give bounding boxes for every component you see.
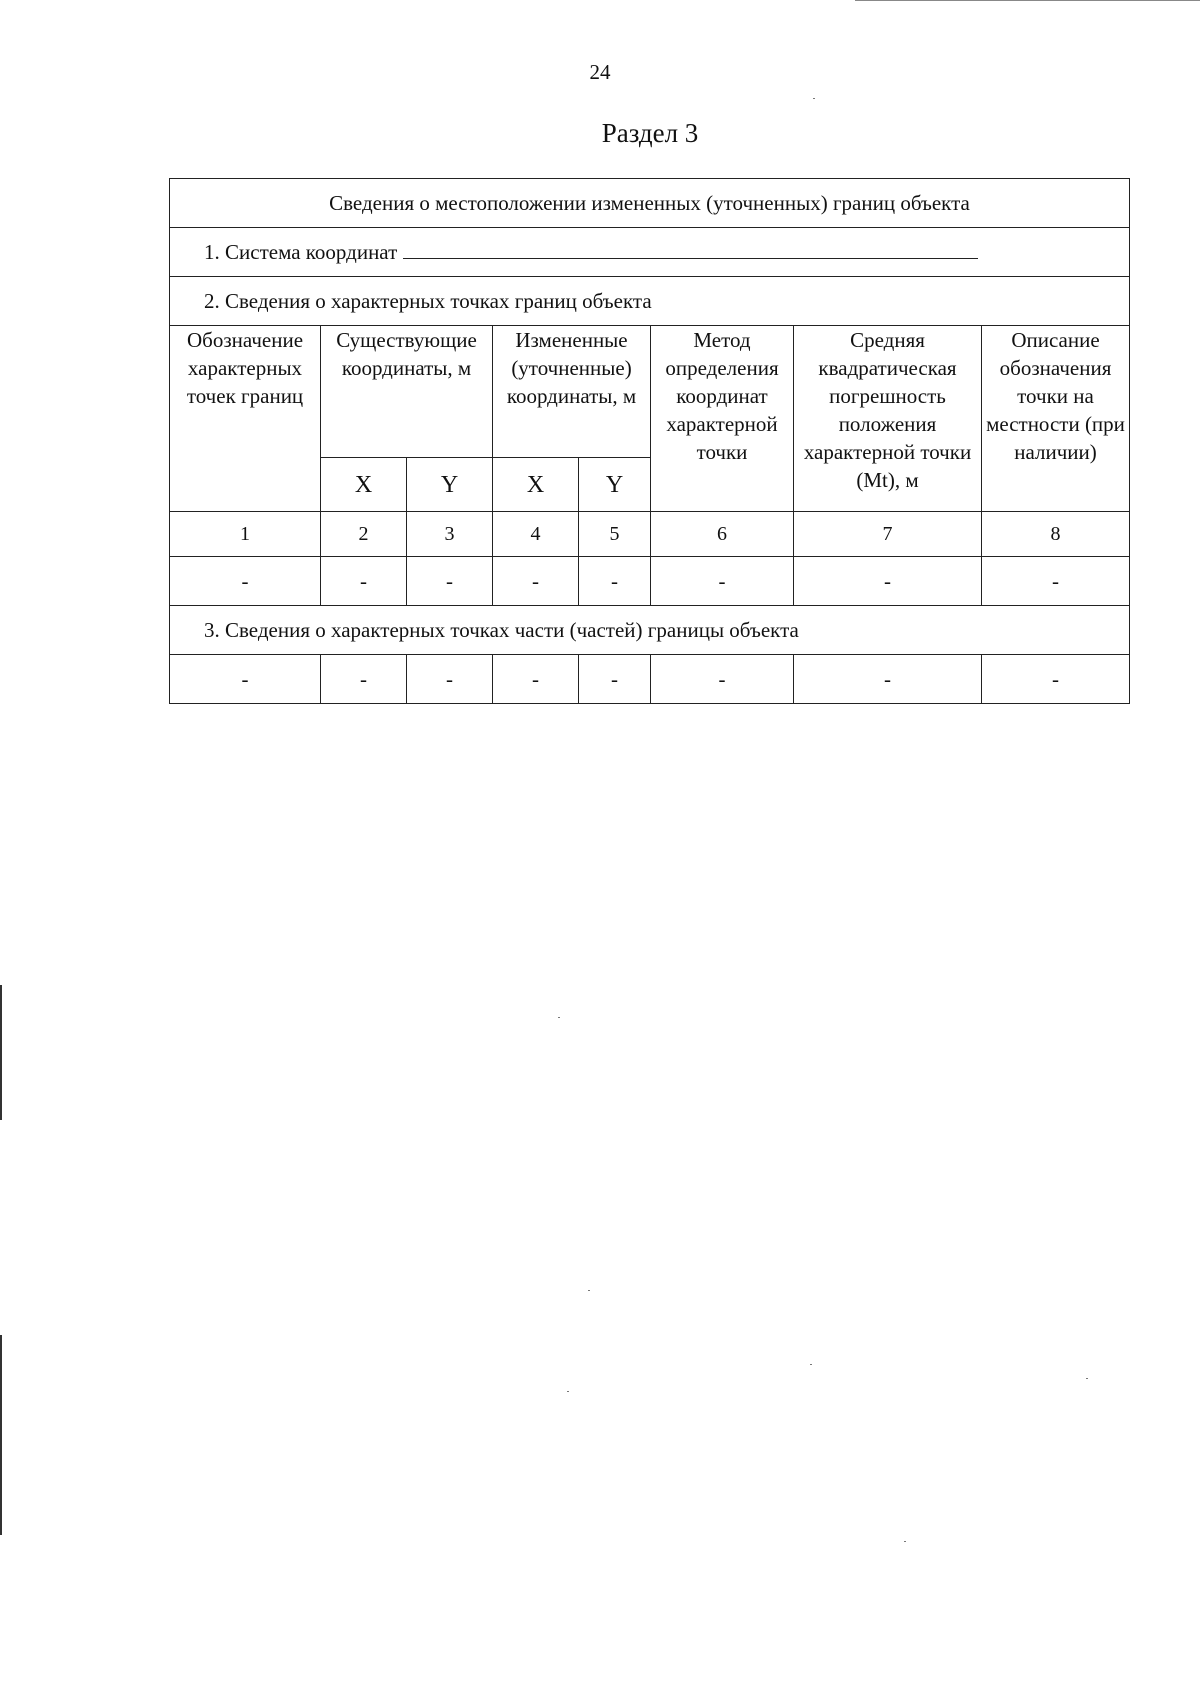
col-header-designation: Обозначение характерных точек границ [170, 326, 321, 512]
part-heading: 3. Сведения о характерных точках части (частей) границы объекта [170, 606, 1130, 655]
col-header-changed-y: Y [579, 458, 651, 512]
column-number: 6 [651, 512, 794, 557]
part-data-row [170, 655, 1130, 704]
column-number: 8 [982, 512, 1130, 557]
scan-speck [1086, 1378, 1088, 1379]
table-cell: - [579, 557, 651, 606]
table-cell: - [407, 655, 493, 704]
col-header-existing: Существующие координаты, м [321, 326, 493, 458]
boundary-points-table [169, 178, 1130, 704]
table-cell: - [321, 557, 407, 606]
table-cell: - [170, 655, 321, 704]
scan-speck [813, 98, 815, 99]
table-cell: - [407, 557, 493, 606]
scan-speck [558, 1017, 560, 1018]
points-data-row [170, 557, 1130, 606]
col-header-existing-y: Y [407, 458, 493, 512]
table-cell: - [982, 557, 1130, 606]
table-cell: - [794, 655, 982, 704]
table-cell: - [651, 557, 794, 606]
scan-edge-mark [0, 1335, 2, 1535]
scan-speck [810, 1364, 812, 1365]
scan-speck [567, 1391, 569, 1392]
table-cell: - [651, 655, 794, 704]
table-cell: - [170, 557, 321, 606]
scan-edge-mark [0, 985, 2, 1120]
column-number: 7 [794, 512, 982, 557]
table-cell: - [982, 655, 1130, 704]
column-number: 2 [321, 512, 407, 557]
scan-speck [904, 1541, 906, 1542]
table-cell: - [321, 655, 407, 704]
col-header-changed: Измененные (уточненные) координаты, м [493, 326, 651, 458]
page-number: 24 [589, 60, 611, 84]
section-title: Раздел 3 [601, 118, 699, 148]
coord-system-blank-line [403, 257, 978, 259]
table-cell: - [493, 655, 579, 704]
coord-system-row [170, 228, 1130, 277]
column-number: 3 [407, 512, 493, 557]
scan-edge-mark [855, 0, 1200, 1]
coord-system-label: 1. Система координат [204, 240, 398, 264]
scan-speck [588, 1290, 590, 1291]
column-number: 4 [493, 512, 579, 557]
points-heading: 2. Сведения о характерных точках границ объекта [170, 277, 1130, 326]
col-header-error: Средняя квадратическая погрешность положения характерной точки (Мt), м [794, 326, 982, 512]
column-number: 5 [579, 512, 651, 557]
col-header-description: Описание обозначения точки на местности (при наличии) [982, 326, 1130, 512]
table-title: Сведения о местоположении измененных (уточненных) границ объекта [170, 179, 1130, 228]
col-header-existing-x: X [321, 458, 407, 512]
col-header-method: Метод определения координат характерной точки [651, 326, 794, 512]
table-cell: - [493, 557, 579, 606]
column-numbers-row [170, 512, 1130, 557]
col-header-changed-x: X [493, 458, 579, 512]
table-cell: - [579, 655, 651, 704]
column-number: 1 [170, 512, 321, 557]
table-cell: - [794, 557, 982, 606]
